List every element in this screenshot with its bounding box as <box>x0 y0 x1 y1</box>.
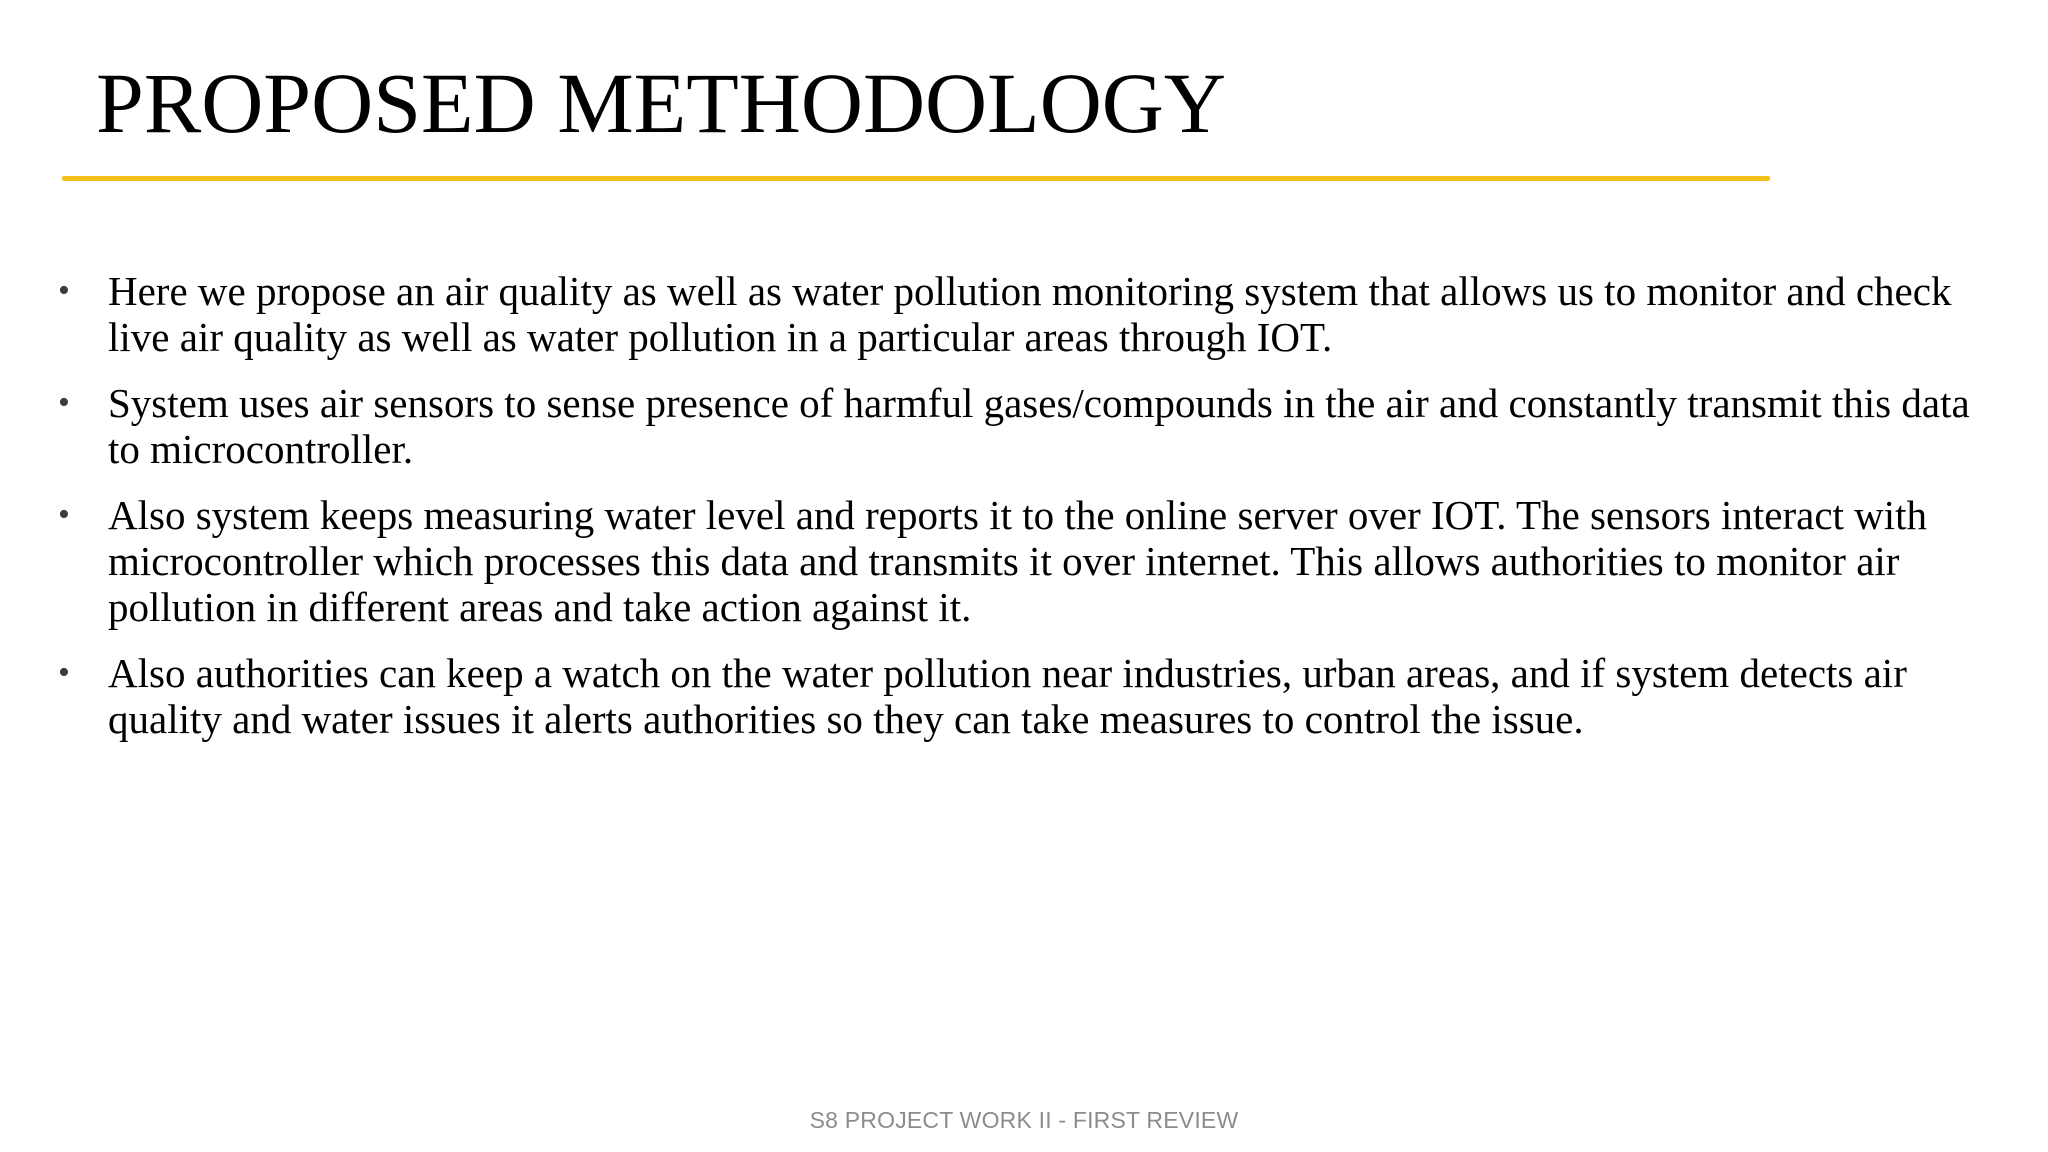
bullet-dot-icon: • <box>58 272 70 309</box>
slide-footer: S8 PROJECT WORK II - FIRST REVIEW <box>809 1107 1239 1133</box>
bullet-list <box>56 268 2006 762</box>
bullet-text: System uses air sensors to sense presence of harmful gases/compounds in the air and constantly transmit this data to microcontroller. <box>108 380 1970 472</box>
bullet-dot-icon: • <box>58 654 70 691</box>
slide-title: PROPOSED METHODOLOGY <box>96 55 1227 151</box>
title-underline <box>62 176 1770 181</box>
bullet-item <box>56 268 2006 360</box>
bullet-text: Also authorities can keep a watch on the water pollution near industries, urban areas, and if system detects air quality and water issues it alerts authorities so they can take measures to control the issue. <box>108 650 1907 742</box>
bullet-item <box>56 492 2006 630</box>
bullet-item <box>56 650 2006 742</box>
bullet-dot-icon: • <box>58 384 70 421</box>
bullet-item <box>56 380 2006 472</box>
bullet-text: Also system keeps measuring water level and reports it to the online server over IOT. The sensors interact with microcontroller which processes this data and transmits it over internet. This allows authorities to monitor air pollution in different areas and take action against it. <box>108 492 1928 630</box>
bullet-dot-icon: • <box>58 496 70 533</box>
bullet-text: Here we propose an air quality as well as water pollution monitoring system that allows us to monitor and check live air quality as well as water pollution in a particular areas through IOT. <box>108 268 1952 360</box>
